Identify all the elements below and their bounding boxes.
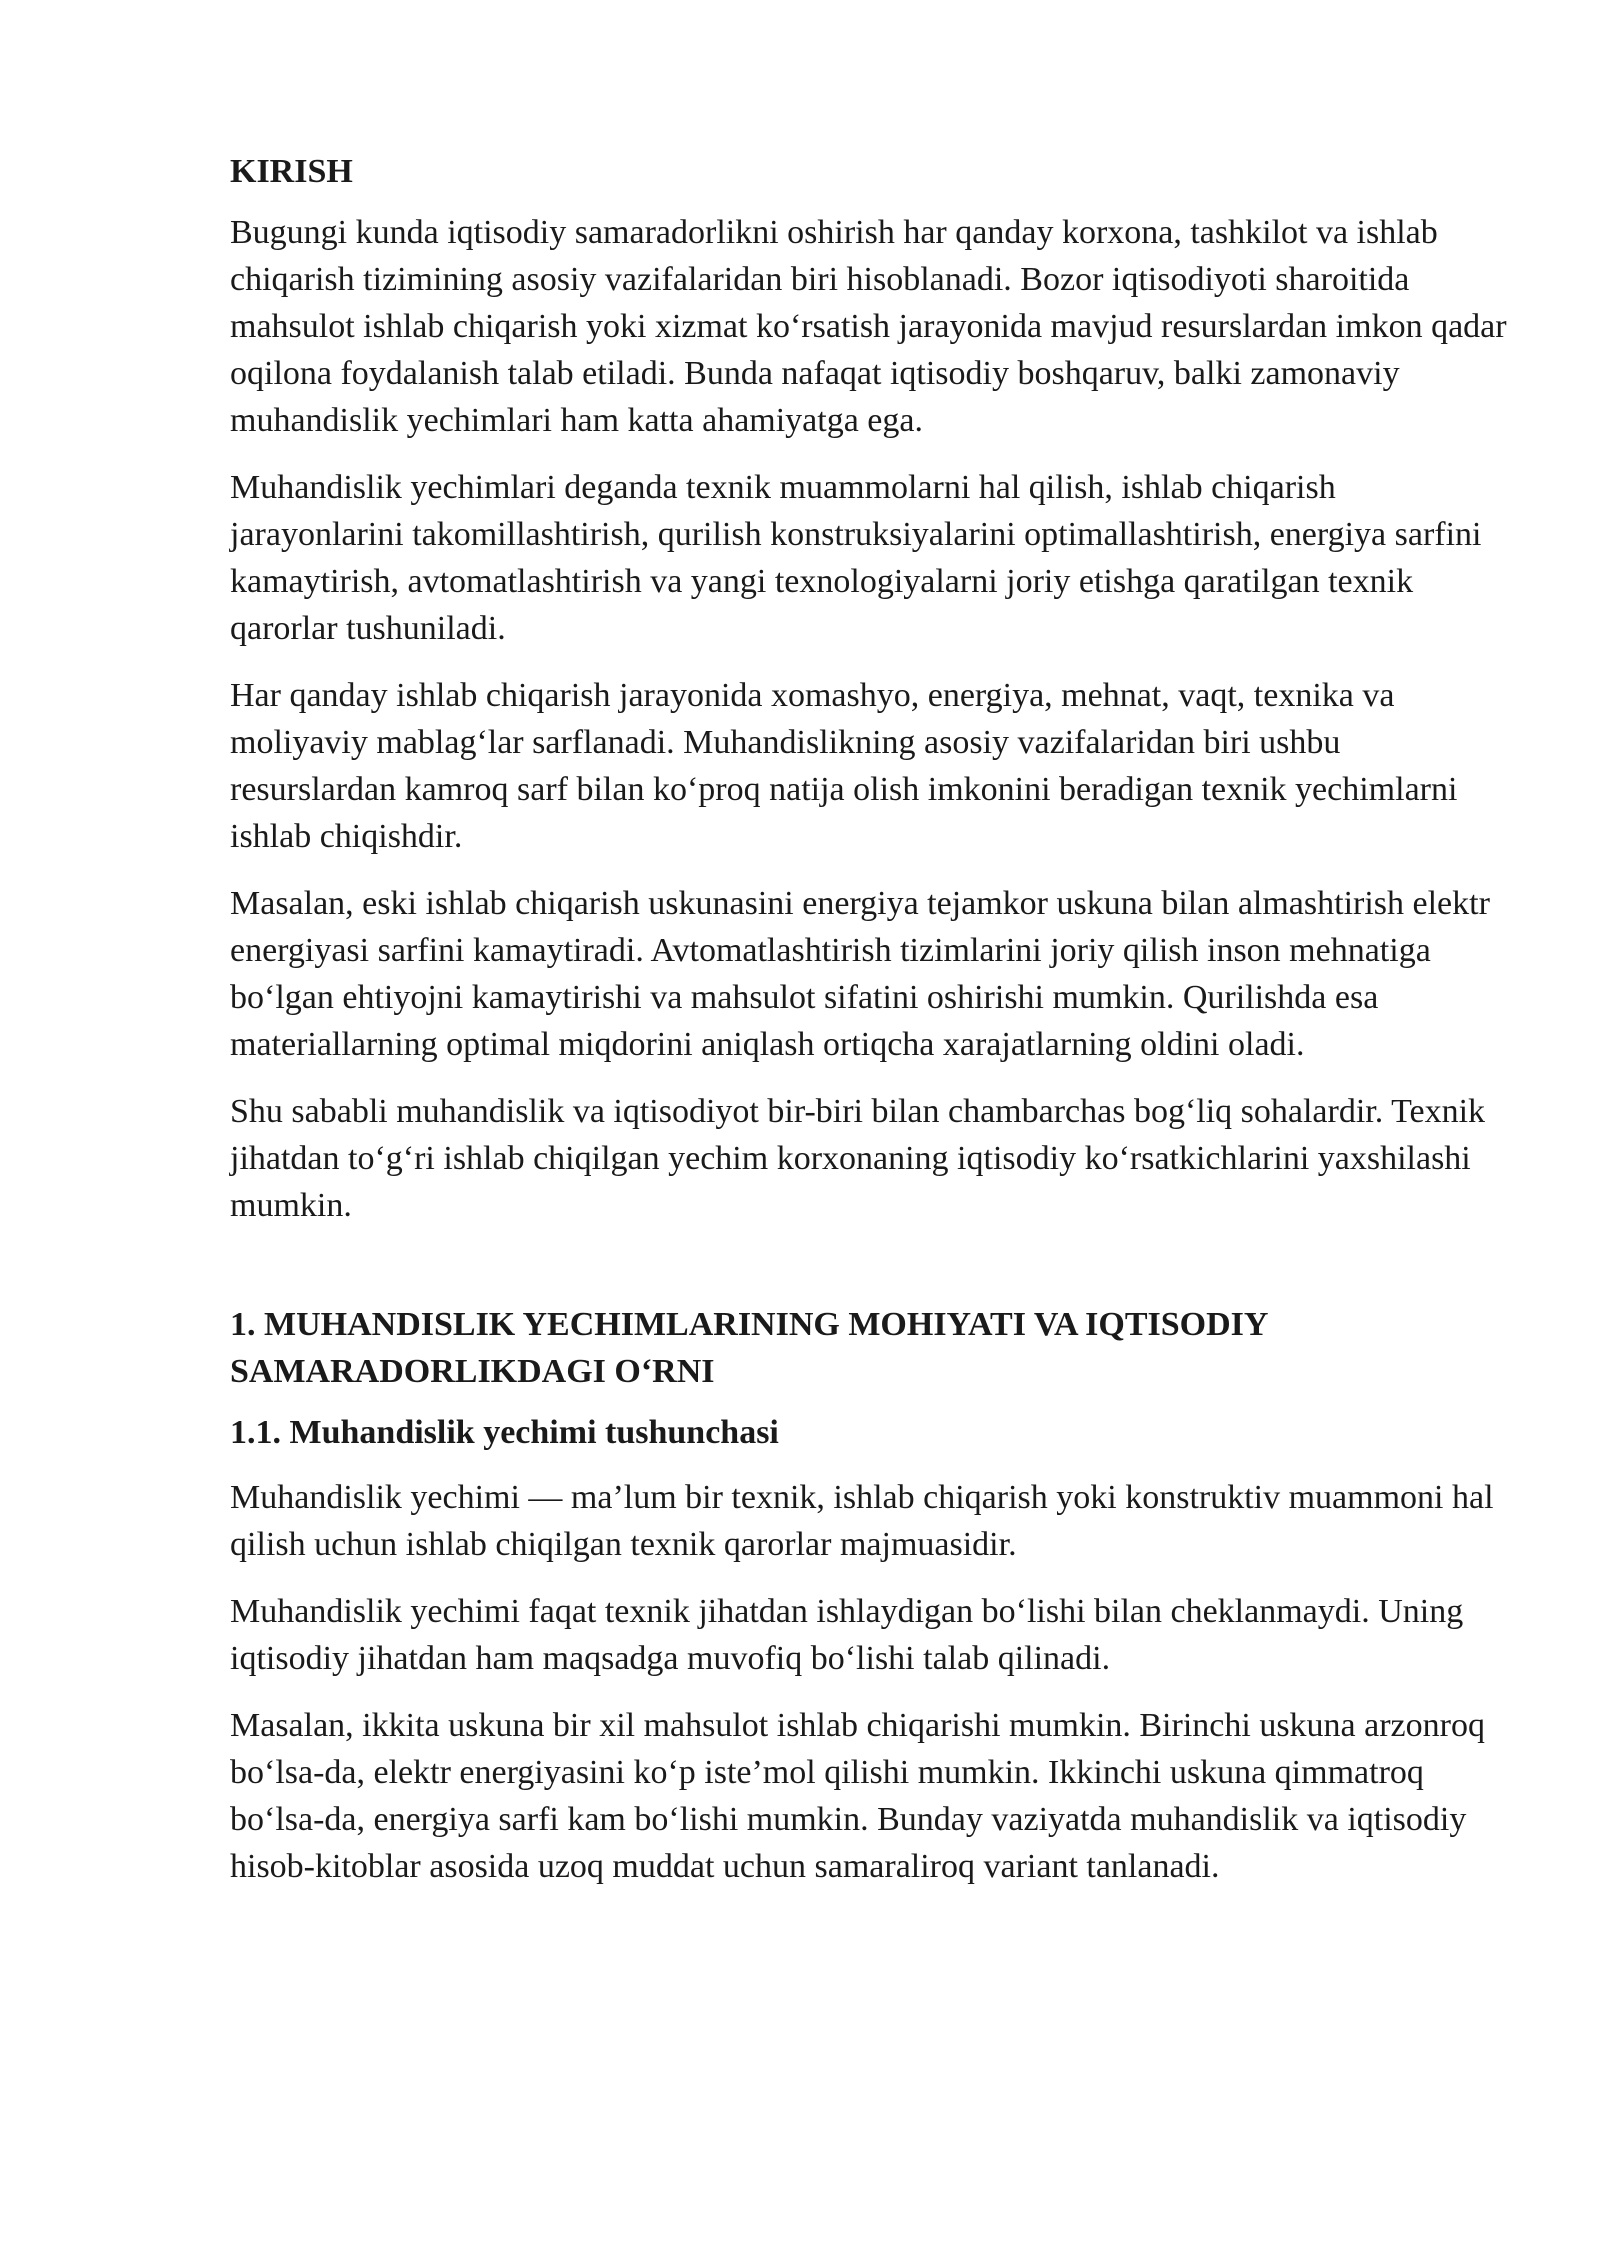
section-paragraph: Muhandislik yechimi — ma’lum bir texnik, ishlab chiqarish yoki konstruktiv muammoni hal qilish uchun ishlab chiqilgan texnik qarorlar majmuasidir.: [230, 1479, 1494, 1563]
intro-paragraph: Har qanday ishlab chiqarish jarayonida xomashyo, energiya, mehnat, vaqt, texnika va moliyaviy mablag‘lar sarflanadi. Muhandislikning asosiy vazifalaridan biri ushbu resurslardan kamroq sarf bilan ko‘proq natija olish imkonini beradigan texnik yechimlarni ishlab chiqishdir.: [230, 677, 1458, 855]
section-paragraph: Masalan, ikkita uskuna bir xil mahsulot ishlab chiqarishi mumkin. Birinchi uskuna arzonroq bo‘lsa-da, elektr energiyasini ko‘p iste’mol qilishi mumkin. Ikkinchi uskuna qimmatroq bo‘lsa-da, energiya sarfi kam bo‘lishi mumkin. Bunday vaziyatda muhandislik va iqtisodiy hisob-kitoblar asosida uzoq muddat uchun samaraliroq variant tanlanadi.: [230, 1707, 1485, 1885]
intro-paragraph: Shu sababli muhandislik va iqtisodiyot bir-biri bilan chambarchas bog‘liq sohalardir. Texnik jihatdan to‘g‘ri ishlab chiqilgan yechim korxonaning iqtisodiy ko‘rsatkichlarini yaxshilashi mumkin.: [230, 1093, 1486, 1224]
intro-paragraph: Masalan, eski ishlab chiqarish uskunasini energiya tejamkor uskuna bilan almashtirish elektr energiyasi sarfini kamaytiradi. Avtomatlashtirish tizimlarini joriy qilish inson mehnatiga bo‘lgan ehtiyojni kamaytirishi va mahsulot sifatini oshirishi mumkin. Qurilishda esa materiallarning optimal miqdorini aniqlash ortiqcha xarajatlarning oldini oladi.: [230, 885, 1490, 1063]
intro-paragraph: Bugungi kunda iqtisodiy samaradorlikni oshirish har qanday korxona, tashkilot va ishlab chiqarish tizimining asosiy vazifalaridan biri hisoblanadi. Bozor iqtisodiyoti sharoitida mahsulot ishlab chiqarish yoki xizmat ko‘rsatish jarayonida mavjud resurslardan imkon qadar oqilona foydalanish talab etiladi. Bunda nafaqat iqtisodiy boshqaruv, balki zamonaviy muhandislik yechimlari ham katta ahamiyatga ega.: [230, 214, 1507, 439]
document-page: [230, 148, 1510, 1910]
section-paragraph: Muhandislik yechimi faqat texnik jihatdan ishlaydigan bo‘lishi bilan cheklanmaydi. Uning iqtisodiy jihatdan ham maqsadga muvofiq bo‘lishi talab qilinadi.: [230, 1593, 1464, 1677]
chapter-heading: 1. MUHANDISLIK YECHIMLARINING MOHIYATI VA IQTISODIY SAMARADORLIKDAGI O‘RNI: [230, 1306, 1268, 1390]
intro-paragraph: Muhandislik yechimlari deganda texnik muammolarni hal qilish, ishlab chiqarish jarayonlarini takomillashtirish, qurilish konstruksiyalarini optimallashtirish, energiya sarfini kamaytirish, avtomatlashtirish va yangi texnologiyalarni joriy etishga qaratilgan texnik qarorlar tushuniladi.: [230, 469, 1482, 647]
intro-heading: KIRISH: [230, 153, 353, 190]
section-heading: 1.1. Muhandislik yechimi tushunchasi: [230, 1414, 779, 1451]
